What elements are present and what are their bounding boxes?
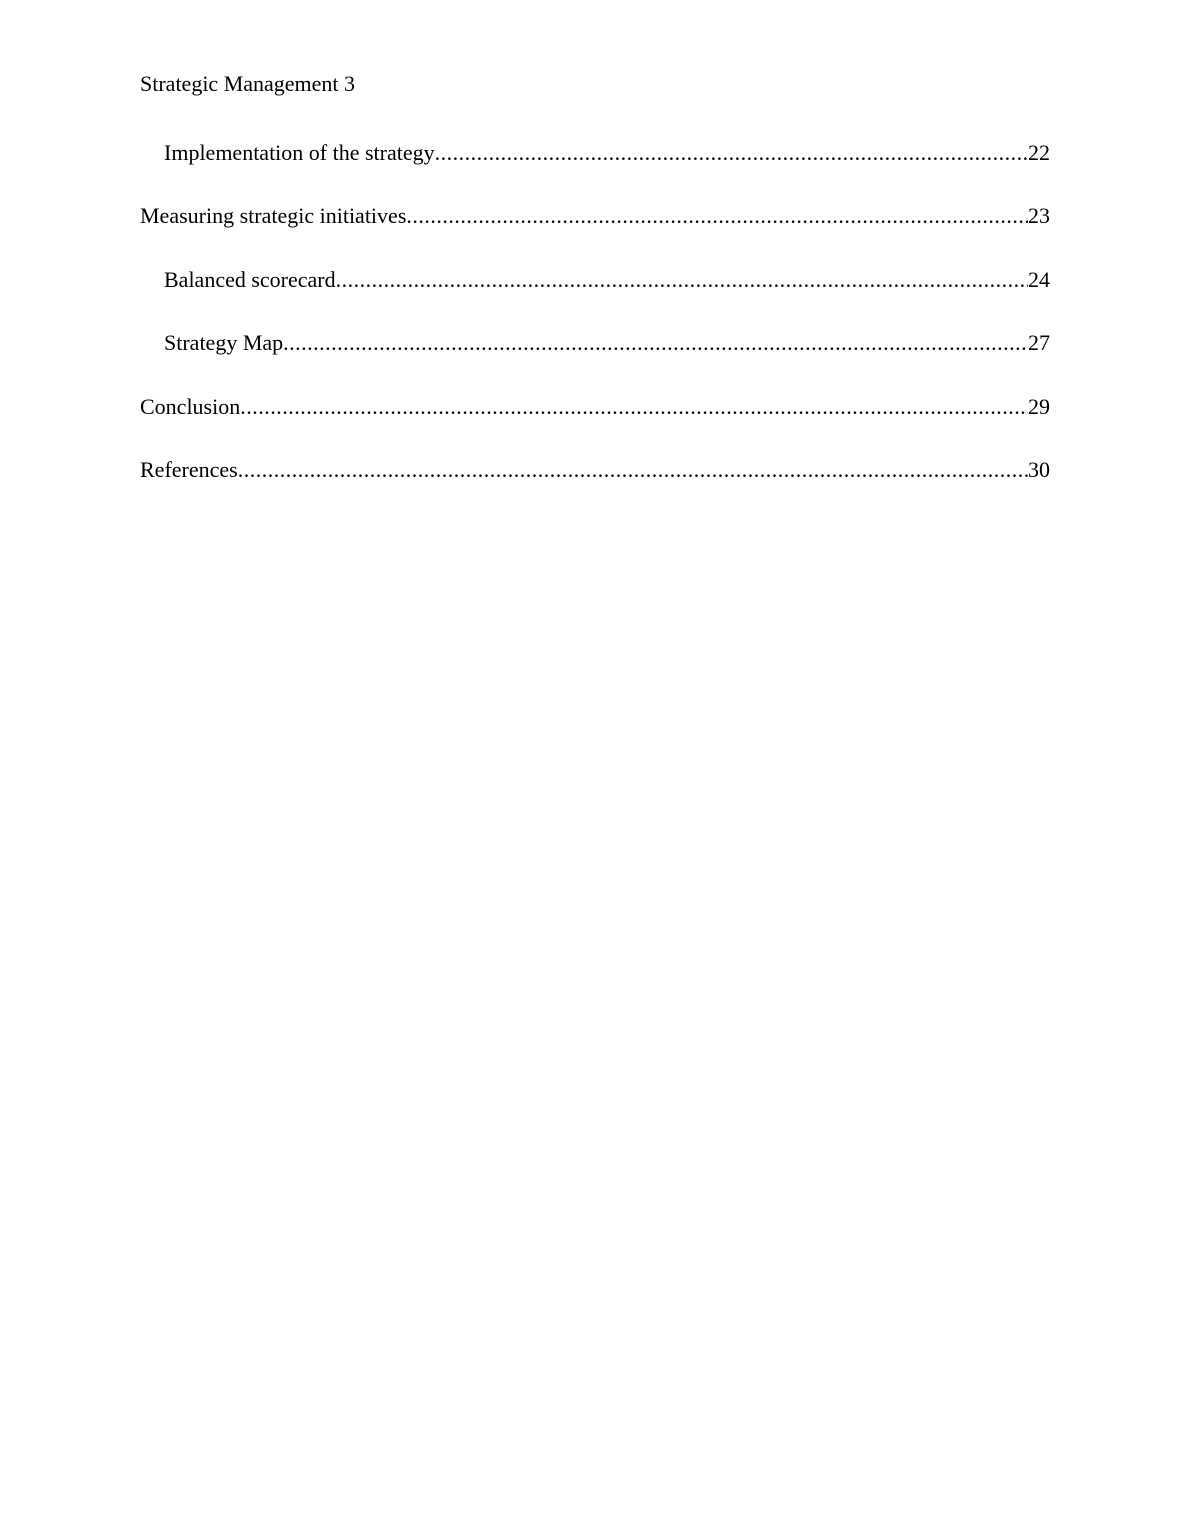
toc-entry[interactable] [140,393,1050,456]
toc-dot-leader [435,139,1028,167]
toc-entry[interactable] [140,202,1050,265]
toc-entry[interactable] [140,329,1050,392]
table-of-contents [140,139,1050,519]
toc-dot-leader [406,202,1028,230]
toc-entry[interactable] [140,266,1050,329]
toc-entry[interactable] [140,139,1050,202]
toc-dot-leader [240,393,1028,421]
toc-entry-title: Measuring strategic initiatives [140,203,407,229]
toc-entry-page: 23 [1028,203,1050,229]
toc-entry-title: Strategy Map [164,330,284,356]
toc-entry-title: Implementation of the strategy [164,140,435,165]
toc-entry-page: 29 [1028,393,1050,419]
toc-entry-page: 27 [1028,330,1050,356]
toc-dot-leader [238,456,1028,484]
running-head: Strategic Management 3 [140,71,356,96]
toc-dot-leader [336,266,1028,294]
toc-entry-title: References [140,456,238,482]
toc-dot-leader [283,329,1028,357]
toc-entry-page: 24 [1028,266,1050,292]
toc-entry-title: Conclusion [140,393,241,419]
toc-entry-page: 30 [1028,456,1050,482]
toc-entry-title: Balanced scorecard [164,266,336,292]
toc-entry[interactable] [140,456,1050,519]
toc-entry-page: 22 [1028,140,1050,165]
